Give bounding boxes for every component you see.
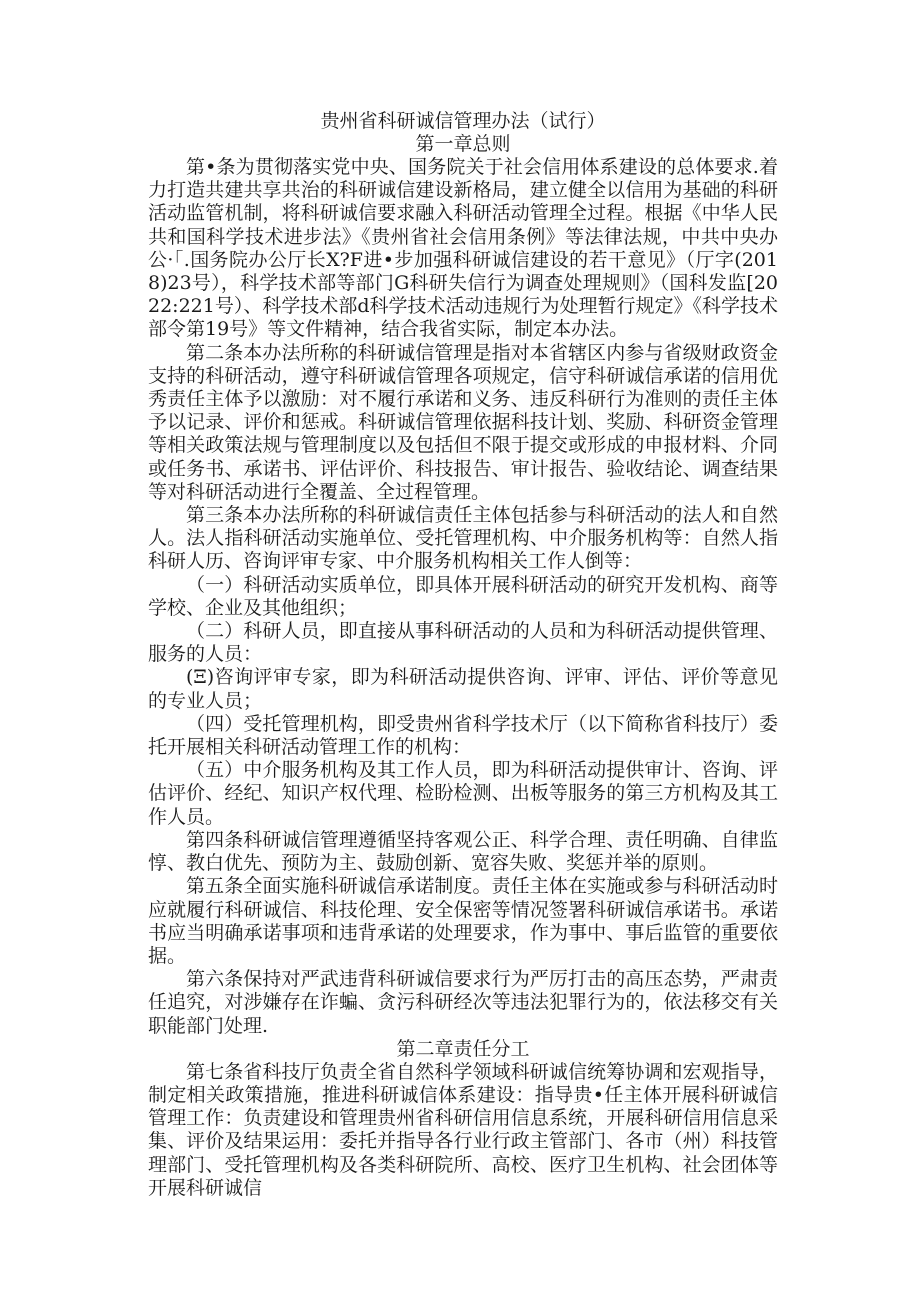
chapter-heading-2: 第二章责任分工 <box>396 1037 530 1060</box>
article-5: 第五条全面实施科研诚信承诺制度。责任主体在实施或参与科研活动时应就履行科研诚信、科技伦理、安全保密等情况签署科研诚信承诺书。承诺书应当明确承诺事项和违背承诺的处理要求，作为事中、事后监管的重要依据。 <box>148 875 778 967</box>
article-3: 第三条本办法所称的科研诚信责任主体包括参与科研活动的法人和自然人。法人指科研活动实施单位、受托管理机构、中介服务机构等：自然人指科研人历、咨询评审专家、中介服务机构相关工作人倒等： <box>148 504 778 573</box>
article-3-item-2: （二）科研人员，即直接从事科研活动的人员和为科研活动提供管理、服务的人员： <box>148 620 778 666</box>
article-3-item-1: （一）科研活动实质单位，即具体开展科研活动的研究开发机构、商等学校、企业及其他组织； <box>148 573 778 619</box>
article-4: 第四条科研诚信管理遵循坚持客观公正、科学合理、责任明确、自律监惇、教白优先、预防为主、鼓励创新、宽容失败、奖惩并举的原则。 <box>148 828 778 875</box>
document-title: 贵州省科研诚信管理办法（试行） <box>320 110 606 132</box>
document-body <box>148 110 778 1200</box>
article-3-item-3: (Ξ)咨询评审专家，即为科研活动提供咨询、评审、评估、评价等意见的专业人员； <box>148 666 778 712</box>
article-1: 第•条为贯彻落实党中央、国务院关于社会信用体系建设的总体要求.着力打造共建共享共治的科研诚信建设新格局，建立健全以信用为基础的科研活动监管机制，将科研诚信要求融入科研活动管理全过程。根据《中华人民共和国科学技术进步法》《贵州省社会信用条例》等法律法规，中共中央办公·「.国务院办公厅长X?F进•步加强科研诚信建设的若干意见》（厅字(2018)23号），科学技术部等部门G科研失信行为调查处理规则》（国科发监[2022:221号）、科学技术部d科学技术活动违规行为处理暂行规定》《科学技术部令第19号》等文件精神，结合我省实际，制定本办法。 <box>148 156 779 341</box>
article-3-item-5: （五）中介服务机构及其工作人员，即为科研活动提供审计、咨询、评估评价、经纪、知识产权代理、检盼检测、出板等服务的第三方机构及其工作人员。 <box>148 759 778 828</box>
article-2: 第二条本办法所称的科研诚信管理是指对本省辖区内参与省级财政资金支持的科研活动，遵守科研诚信管理各项规定，信守科研诚信承诺的信用优秀责任主体予以激励：对不履行承诺和义务、违反科研行为准则的责任主体予以记录、评价和惩戒。科研诚信管理依据科技计划、奖励、科研资金管理等相关政策法规与管理制度以及包括但不限于提交或形成的申报材料、介同或任务书、承诺书、评估评价、科技报告、审计报告、验收结论、调查结果等对科研活动进行全覆盖、全过程管理。 <box>148 341 778 503</box>
article-6: 第六条保持对严武违背科研诚信要求行为严厉打击的高压态势，严肃责任追究，对涉嫌存在诈蝙、贪污科研经次等违法犯罪行为的，依法移交有关职能部门处理. <box>148 968 778 1037</box>
article-3-item-4: （四）受托管理机构，即受贵州省科学技术厅（以下简称省科技厅）委托开展相关科研活动管理工作的机构： <box>148 712 778 759</box>
chapter-heading-1: 第一章总则 <box>415 133 511 155</box>
article-7: 第七条省科技厅负责全省自然科学领域科研诚信统筹协调和宏观指导，制定相关政策措施，推进科研诚信体系建设：指导贵•任主体开展科研诚信管理工作：负责建设和管理贵州省科研信用信息系统，开展科研信用信息采集、评价及结果运用：委托并指导各行业行政主管部门、各市（州）科技管理部门、受托管理机构及各类科研院所、高校、医疗卫生机构、社会团体等开展科研诚信 <box>148 1060 778 1199</box>
